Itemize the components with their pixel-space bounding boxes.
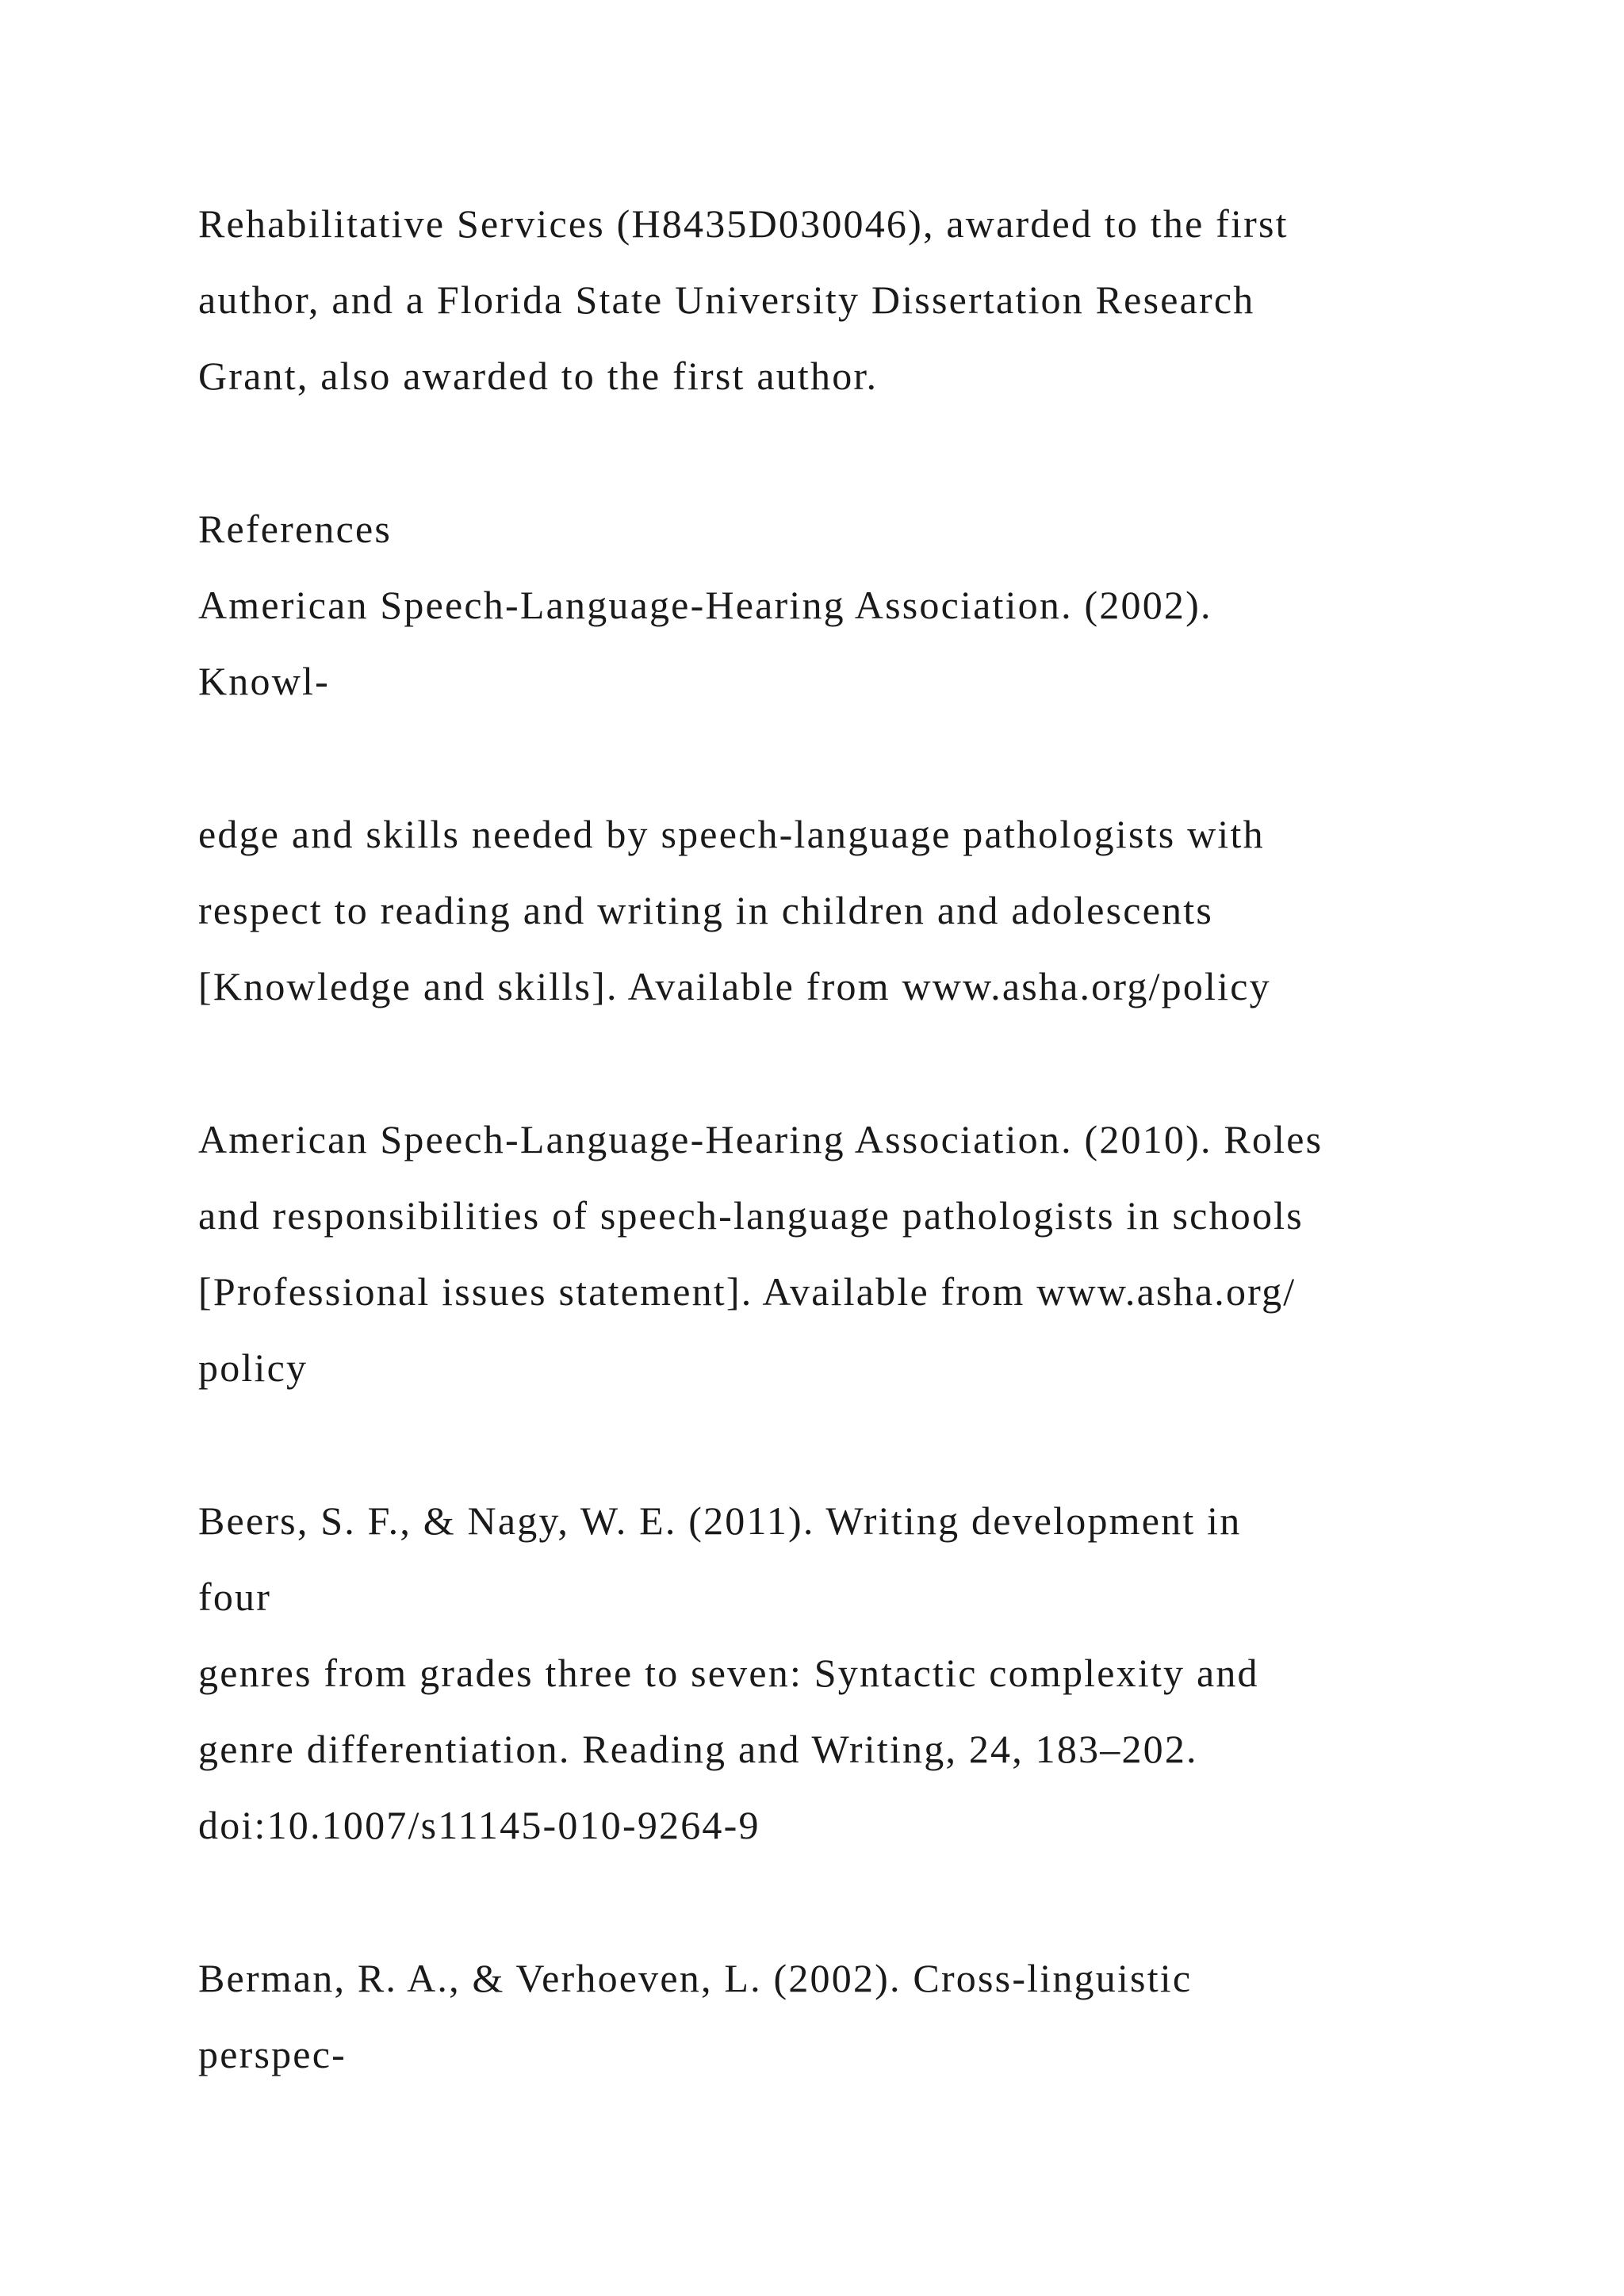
reference-line: policy — [198, 1345, 308, 1390]
reference-line: respect to reading and writing in children and adolescents — [198, 888, 1213, 932]
reference-line: genre differentiation. Reading and Writing, 24, 183–202. — [198, 1727, 1198, 1771]
reference-line: American Speech-Language-Hearing Association. (2002). — [198, 583, 1212, 627]
acknowledgment-line: Rehabilitative Services (H8435D030046), awarded to the first — [198, 201, 1289, 246]
acknowledgment-line: Grant, also awarded to the first author. — [198, 354, 879, 398]
reference-line: [Knowledge and skills]. Available from www.asha.org/policy — [198, 964, 1271, 1008]
references-heading: References — [198, 507, 393, 551]
reference-line: perspec- — [198, 2032, 347, 2076]
reference-line: Berman, R. A., & Verhoeven, L. (2002). Cross-linguistic — [198, 1956, 1193, 2000]
acknowledgment-line: author, and a Florida State University Dissertation Research — [198, 277, 1255, 322]
reference-line: [Professional issues statement]. Available from www.asha.org/ — [198, 1269, 1297, 1314]
reference-line: Knowl- — [198, 659, 330, 703]
reference-line: four — [198, 1575, 272, 1619]
reference-line: doi:10.1007/s11145-010-9264-9 — [198, 1803, 760, 1847]
reference-line: genres from grades three to seven: Syntactic complexity and — [198, 1651, 1259, 1695]
reference-line: edge and skills needed by speech-language pathologists with — [198, 812, 1265, 856]
reference-line: American Speech-Language-Hearing Association. (2010). Roles — [198, 1117, 1323, 1161]
reference-line: and responsibilities of speech-language pathologists in schools — [198, 1193, 1304, 1238]
reference-line: Beers, S. F., & Nagy, W. E. (2011). Writing development in — [198, 1498, 1242, 1543]
